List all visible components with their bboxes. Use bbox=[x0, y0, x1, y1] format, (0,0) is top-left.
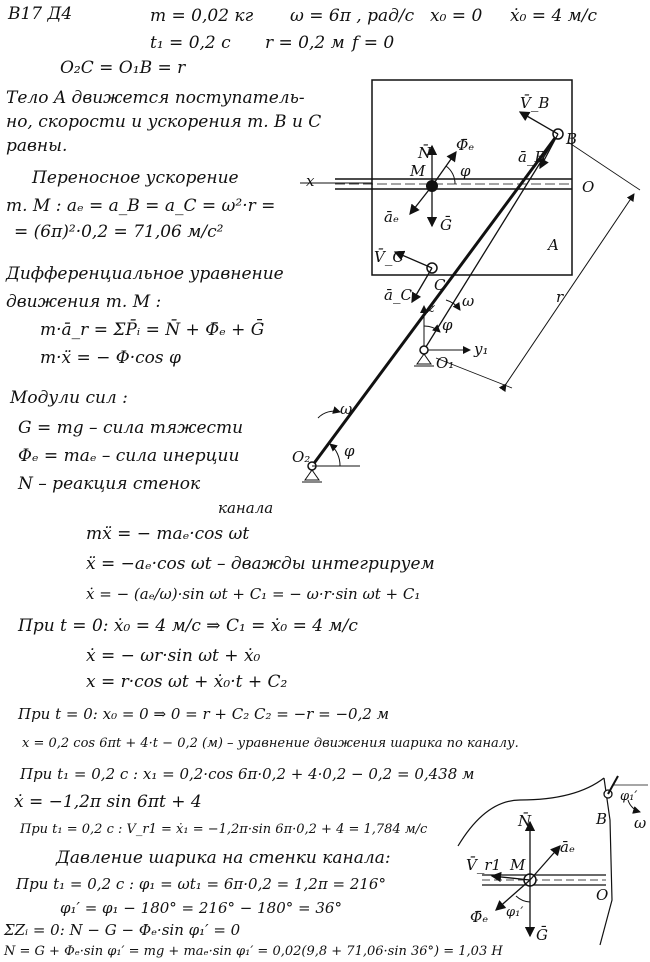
x0-value: x₀ = 0 bbox=[430, 6, 483, 26]
label2-ae: āₑ bbox=[560, 838, 575, 856]
label-m: M bbox=[410, 162, 426, 180]
motion-equation: x = 0,2 cos 6πt + 4·t − 0,2 (м) – уравнение движения шарика по каналу. bbox=[22, 736, 519, 751]
label2-b: B bbox=[596, 810, 608, 828]
force-gravity: G = mg – сила тяжести bbox=[18, 418, 244, 438]
integ-line-6: x = r·cos ωt + ẋ₀·t + C₂ bbox=[86, 672, 288, 692]
pressure-phi1-prime: φ₁′ = φ₁ − 180° = 216° − 180° = 36° bbox=[60, 899, 342, 917]
label-c: C bbox=[434, 276, 446, 294]
integ-line-5: ẋ = − ωr·sin ωt + ẋ₀ bbox=[86, 646, 261, 666]
label-ae: āₑ bbox=[384, 208, 399, 226]
f-value: f = 0 bbox=[352, 33, 395, 53]
label2-phi1: φ₁′ bbox=[620, 789, 638, 804]
label-x: x bbox=[306, 172, 315, 190]
label2-g: Ḡ bbox=[536, 926, 548, 944]
pressure-phi1: При t₁ = 0,2 с : φ₁ = ωt₁ = 6π·0,2 = 1,2π = 216° bbox=[16, 875, 386, 893]
variant-label: В17 Д4 bbox=[8, 4, 73, 24]
omega-value: ω = 6π , рад/c bbox=[290, 6, 415, 26]
label-vb: V̄_B bbox=[520, 94, 550, 112]
label-y1: y₁ bbox=[474, 340, 489, 358]
label-ac: ā_C bbox=[384, 286, 412, 304]
x1-value-line: При t₁ = 0,2 с : x₁ = 0,2·cos 6π·0,2 + 4·0,2 − 0,2 = 0,438 м bbox=[20, 765, 475, 783]
label-g: Ḡ bbox=[440, 216, 452, 234]
label-ab: ā_B bbox=[518, 148, 546, 166]
diffeq-heading: Дифференциальное уравнение bbox=[6, 264, 284, 284]
transfer-result: = (6π)²·0,2 = 71,06 м/c² bbox=[14, 222, 224, 242]
intro-line-1: Тело A движется поступатель- bbox=[6, 88, 305, 108]
t1-value: t₁ = 0,2 с bbox=[150, 33, 231, 53]
label-phi: φ bbox=[460, 162, 471, 180]
label-omega: ω bbox=[462, 292, 475, 310]
o2c-relation: O₂C = O₁B = r bbox=[60, 58, 186, 78]
forces-heading: Модули сил : bbox=[10, 388, 128, 408]
label2-m: M bbox=[510, 856, 526, 874]
transfer-formula: т. M : aₑ = a_B = a_C = ω²·r = bbox=[6, 196, 276, 216]
pressure-sum-z: ΣZᵢ = 0: N − G − Φₑ·sin φ₁′ = 0 bbox=[4, 921, 241, 939]
diffeq-vector: m·ā_r = ΣP̄ᵢ = N̄ + Φ̄ₑ + Ḡ bbox=[40, 320, 265, 340]
integ-line-4: При t = 0: ẋ₀ = 4 м/с ⇒ C₁ = ẋ₀ = 4 м/с bbox=[18, 616, 358, 636]
pressure-result: N = G + Φₑ·sin φ₁′ = mg + maₑ·sin φ₁′ = 0,02(9,8 + 71,06·sin 36°) = 1,03 H bbox=[4, 944, 503, 959]
integ-line-7: При t = 0: x₀ = 0 ⇒ 0 = r + C₂ C₂ = −r = −0,2 м bbox=[18, 705, 390, 723]
pressure-heading: Давление шарика на стенки канала: bbox=[56, 848, 391, 868]
transfer-heading: Переносное ускорение bbox=[32, 168, 239, 188]
force-reaction: N – реакция стенок bbox=[18, 474, 201, 494]
label-o1: O₁ bbox=[436, 354, 455, 372]
mass-value: m = 0,02 кг bbox=[150, 6, 254, 26]
vr1-value-line: При t₁ = 0,2 с : V_r1 = ẋ₁ = −1,2π·sin 6π·0,2 + 4 = 1,784 м/с bbox=[20, 822, 428, 837]
intro-line-3: равны. bbox=[6, 136, 68, 156]
label-phi-e: Φ̄ₑ bbox=[456, 136, 475, 154]
integ-line-2: ẍ = −aₑ·cos ωt – дважды интегрируем bbox=[86, 554, 435, 574]
intro-line-2: но, скорости и ускорения т. B и C bbox=[6, 112, 322, 132]
xdot-equation: ẋ = −1,2π sin 6πt + 4 bbox=[14, 792, 202, 812]
phi1-arc-m2 bbox=[516, 896, 530, 902]
label2-o: O bbox=[596, 886, 609, 904]
integ-line-1: mẍ = − maₑ·cos ωt bbox=[86, 524, 250, 544]
label-phi-o2: φ bbox=[344, 442, 355, 460]
label2-vr1: V̄_r1 bbox=[466, 856, 502, 874]
label-n: N̄ bbox=[418, 144, 432, 162]
diffeq-subheading: движения т. M : bbox=[6, 292, 162, 312]
label-phi-o1: φ bbox=[442, 316, 453, 334]
force-inertia: Φₑ = maₑ – сила инерции bbox=[18, 446, 240, 466]
label-b: B bbox=[566, 130, 578, 148]
label2-omega: ω bbox=[634, 814, 647, 832]
label-r: r bbox=[556, 288, 564, 306]
label-o: O bbox=[582, 178, 595, 196]
xdot0-value: ẋ₀ = 4 м/c bbox=[510, 6, 598, 26]
label-vc: V̄_C bbox=[374, 248, 404, 266]
body-outline-right bbox=[600, 778, 612, 945]
label2-phi-e: Φ̄ₑ bbox=[470, 908, 489, 926]
force-reaction-cont: канала bbox=[218, 499, 274, 517]
integ-line-3: ẋ = − (aₑ/ω)·sin ωt + C₁ = − ω·r·sin ωt + C₁ bbox=[86, 585, 421, 603]
label2-n: N̄ bbox=[518, 812, 532, 830]
label2-phi1b: φ₁′ bbox=[506, 905, 524, 920]
label-z: z bbox=[428, 301, 435, 316]
r-value: r = 0,2 м bbox=[265, 33, 345, 53]
label-o2: O₂ bbox=[292, 448, 311, 466]
label-omega-o2: ω bbox=[340, 400, 353, 418]
diffeq-scalar: m·ẍ = − Φ·cos φ bbox=[40, 348, 181, 368]
label-a: A bbox=[548, 236, 559, 254]
